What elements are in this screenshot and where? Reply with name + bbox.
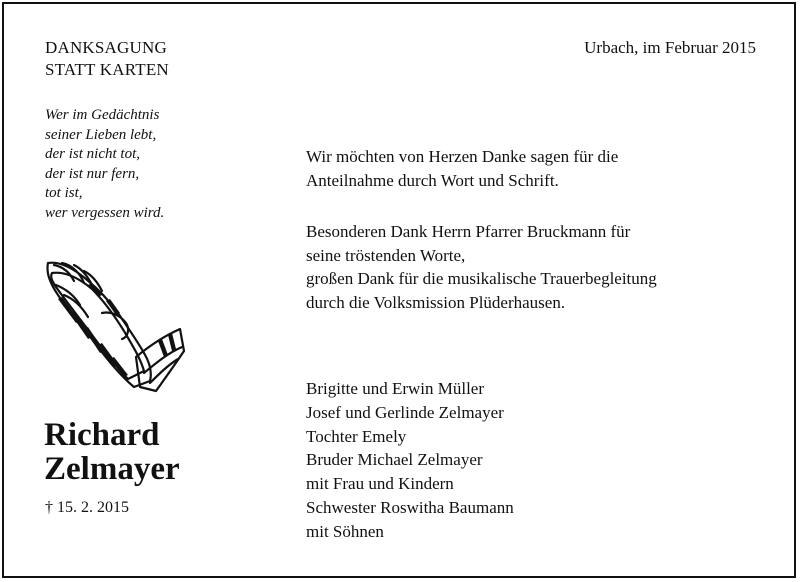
signer-line: Bruder Michael Zelmayer xyxy=(306,450,483,470)
poem-line: der ist nur fern, xyxy=(45,165,140,182)
poem-line: seiner Lieben lebt, xyxy=(45,126,157,143)
deceased-first-name: Richard xyxy=(44,417,160,453)
poem-line: tot ist, xyxy=(45,185,83,201)
signer-line: mit Söhnen xyxy=(306,521,384,541)
thanks-paragraph-1 xyxy=(306,145,618,192)
thanks-line: seine tröstenden Worte, xyxy=(306,245,466,265)
heading-line-2: STATT KARTEN xyxy=(45,60,169,79)
signer-line: Schwester Roswitha Baumann xyxy=(306,497,514,517)
thanks-line: großen Dank für die musikalische Trauerbegleitung xyxy=(306,269,657,288)
signer-line: mit Frau und Kindern xyxy=(306,474,454,494)
deceased-last-name: Zelmayer xyxy=(44,451,180,487)
heading-line-1: DANKSAGUNG xyxy=(45,38,167,57)
thanks-line: Wir möchten von Herzen Danke sagen für die xyxy=(306,147,619,166)
thanks-line: Anteilnahme durch Wort und Schrift. xyxy=(306,170,559,190)
poem-line: Wer im Gedächtnis xyxy=(45,107,160,123)
signer-line: Brigitte und Erwin Müller xyxy=(306,379,485,398)
signer-line: Tochter Emely xyxy=(306,426,407,446)
place-date: Urbach, im Februar 2015 xyxy=(584,38,756,57)
deceased-name xyxy=(44,418,180,486)
poem-line: der ist nicht tot, xyxy=(45,146,140,162)
poem-line: wer vergessen wird. xyxy=(45,204,165,221)
thanks-line: Besonderen Dank Herrn Pfarrer Bruckmann für xyxy=(306,222,631,241)
death-date: † 15. 2. 2015 xyxy=(45,499,129,516)
thanks-line: durch die Volksmission Plüderhausen. xyxy=(306,292,566,312)
notice-heading xyxy=(45,37,169,81)
signers-list xyxy=(306,377,514,544)
thanks-paragraph-2 xyxy=(306,220,657,314)
memorial-poem xyxy=(45,106,164,223)
signer-line: Josef und Gerlinde Zelmayer xyxy=(306,402,504,422)
praying-hands-icon xyxy=(40,255,190,400)
